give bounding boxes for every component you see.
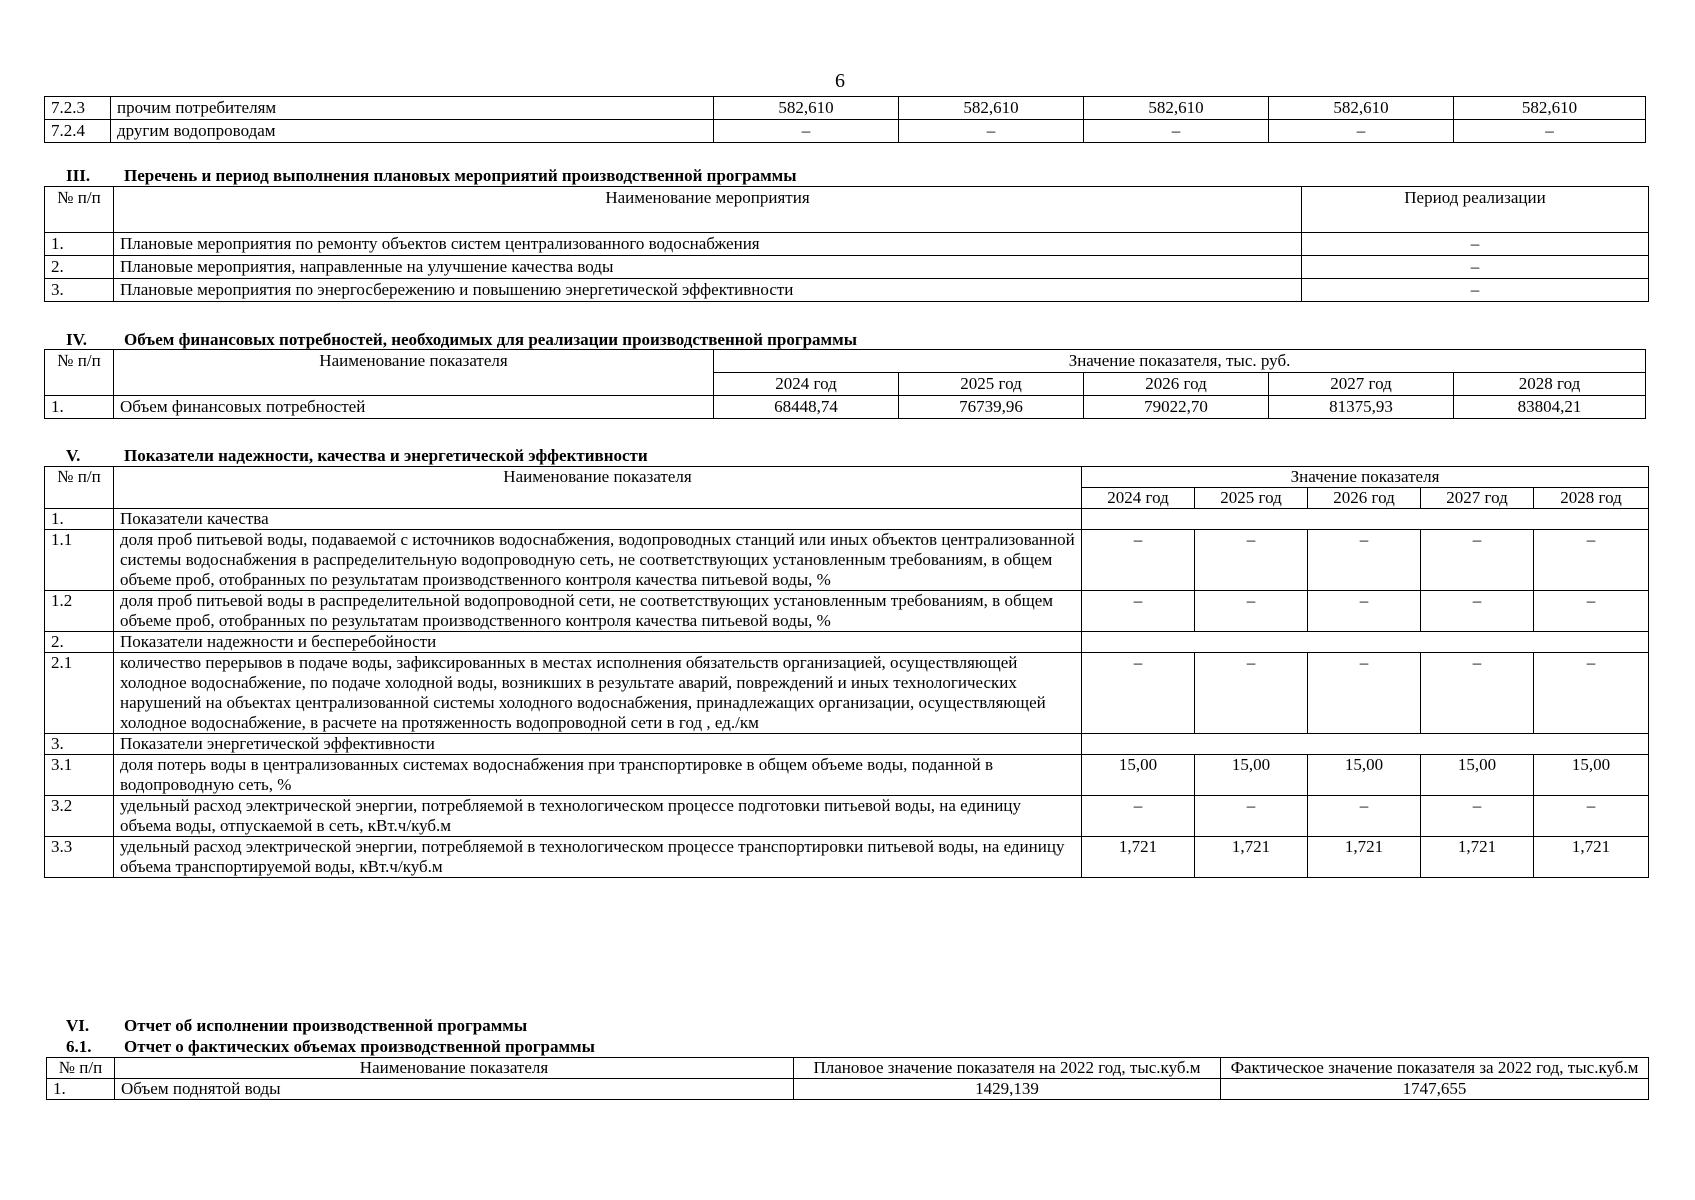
group-row — [45, 734, 1649, 755]
table-row — [45, 837, 1649, 878]
top-table — [44, 96, 1646, 143]
value-cell: 79022,70 — [1084, 396, 1269, 419]
value-cell: – — [1534, 591, 1649, 632]
section-6-1-title: 6.1. Отчет о фактических объемах производственной программы — [66, 1037, 595, 1056]
value-cell: 1,721 — [1195, 837, 1308, 878]
row-num: 1.1 — [45, 530, 114, 591]
header-num: № п/п — [45, 187, 114, 233]
row-num: 1. — [47, 1079, 115, 1100]
row-num: 3. — [45, 734, 114, 755]
row-name: прочим потребителям — [111, 97, 714, 120]
table-row — [45, 755, 1649, 796]
value-cell: – — [1308, 796, 1421, 837]
empty-cell — [1082, 734, 1649, 755]
table-row — [45, 796, 1649, 837]
value-cell: – — [1084, 120, 1269, 143]
row-num: 7.2.3 — [45, 97, 111, 120]
value-cell: – — [1082, 653, 1195, 734]
header-name: Наименование показателя — [114, 467, 1082, 509]
row-num: 1.2 — [45, 591, 114, 632]
section-6-title: VI. Отчет об исполнении производственной программы — [66, 1016, 528, 1035]
row-num: 7.2.4 — [45, 120, 111, 143]
section-6-table — [46, 1057, 1649, 1100]
header-num: № п/п — [45, 350, 114, 396]
value-cell: 83804,21 — [1454, 396, 1646, 419]
value-cell: 76739,96 — [899, 396, 1084, 419]
value-cell: – — [1421, 653, 1534, 734]
row-num: 1. — [45, 233, 114, 256]
table-row — [45, 279, 1649, 302]
group-row — [45, 632, 1649, 653]
row-num: 3.2 — [45, 796, 114, 837]
row-num: 3.1 — [45, 755, 114, 796]
header-value: Значение показателя, тыс. руб. — [714, 350, 1646, 373]
header-num: № п/п — [45, 467, 114, 509]
value-cell: 68448,74 — [714, 396, 899, 419]
row-num: 1. — [45, 509, 114, 530]
row-num: 3. — [45, 279, 114, 302]
value-cell: – — [1308, 591, 1421, 632]
value-cell: 582,610 — [1269, 97, 1454, 120]
value-cell: 582,610 — [1084, 97, 1269, 120]
header-value: Значение показателя — [1082, 467, 1649, 488]
value-cell: 1,721 — [1534, 837, 1649, 878]
value-cell: 1,721 — [1082, 837, 1195, 878]
value-cell: 582,610 — [714, 97, 899, 120]
row-num: 2. — [45, 256, 114, 279]
section-4-title: IV. Объем финансовых потребностей, необходимых для реализации производственной программы — [66, 330, 857, 349]
value-cell: 582,610 — [1454, 97, 1646, 120]
year-header: 2027 год — [1421, 488, 1534, 509]
empty-cell — [1082, 632, 1649, 653]
year-header: 2026 год — [1308, 488, 1421, 509]
row-name: Плановые мероприятия по ремонту объектов систем централизованного водоснабжения — [114, 233, 1302, 256]
row-name: Плановые мероприятия по энергосбережению и повышению энергетической эффективности — [114, 279, 1302, 302]
row-num: 2.1 — [45, 653, 114, 734]
row-name: Плановые мероприятия, направленные на улучшение качества воды — [114, 256, 1302, 279]
value-cell: – — [1421, 591, 1534, 632]
value-cell: – — [1534, 796, 1649, 837]
row-name: Показатели энергетической эффективности — [114, 734, 1082, 755]
header-period: Период реализации — [1302, 187, 1649, 233]
row-name: удельный расход электрической энергии, потребляемой в технологическом процессе транспортировки питьевой воды, на единицу объема транспортируемой воды, кВт.ч/куб.м — [114, 837, 1082, 878]
value-cell: – — [1195, 653, 1308, 734]
row-period: – — [1302, 279, 1649, 302]
value-cell: – — [1308, 530, 1421, 591]
year-header: 2026 год — [1084, 373, 1269, 396]
table-row — [45, 530, 1649, 591]
value-cell: 582,610 — [899, 97, 1084, 120]
value-cell: – — [1421, 796, 1534, 837]
section-4-table — [44, 349, 1646, 419]
value-cell: 15,00 — [1421, 755, 1534, 796]
header-name: Наименование показателя — [115, 1058, 794, 1079]
fact-value: 1747,655 — [1221, 1079, 1649, 1100]
plan-value: 1429,139 — [794, 1079, 1221, 1100]
empty-cell — [1082, 509, 1649, 530]
header-name: Наименование мероприятия — [114, 187, 1302, 233]
year-header: 2028 год — [1534, 488, 1649, 509]
table-row — [45, 653, 1649, 734]
table-row — [45, 591, 1649, 632]
row-name: другим водопроводам — [111, 120, 714, 143]
year-header: 2025 год — [899, 373, 1084, 396]
row-name: Показатели качества — [114, 509, 1082, 530]
row-name: доля проб питьевой воды в распределительной водопроводной сети, не соответствующих установленным требованиям, в общем объеме проб, отобранных по результатам производственного контроля качества питьевой воды, % — [114, 591, 1082, 632]
value-cell: – — [899, 120, 1084, 143]
table-row — [45, 120, 1646, 143]
group-row — [45, 509, 1649, 530]
section-3-title: III. Перечень и период выполнения плановых мероприятий производственной программы — [66, 166, 797, 185]
value-cell: 1,721 — [1421, 837, 1534, 878]
page-number: 6 — [835, 70, 845, 92]
section-5-table — [44, 466, 1649, 878]
value-cell: – — [1308, 653, 1421, 734]
year-header: 2028 год — [1454, 373, 1646, 396]
value-cell: – — [1195, 591, 1308, 632]
row-name: удельный расход электрической энергии, потребляемой в технологическом процессе подготовки питьевой воды, на единицу объема воды, отпускаемой в сеть, кВт.ч/куб.м — [114, 796, 1082, 837]
section-5-title: V. Показатели надежности, качества и энергетической эффективности — [66, 446, 648, 465]
value-cell: 1,721 — [1308, 837, 1421, 878]
table-row — [45, 233, 1649, 256]
value-cell: – — [1421, 530, 1534, 591]
value-cell: 81375,93 — [1269, 396, 1454, 419]
row-name: Показатели надежности и бесперебойности — [114, 632, 1082, 653]
value-cell: – — [1082, 530, 1195, 591]
table-row — [45, 396, 1646, 419]
header-plan: Плановое значение показателя на 2022 год, тыс.куб.м — [794, 1058, 1221, 1079]
value-cell: – — [714, 120, 899, 143]
year-header: 2027 год — [1269, 373, 1454, 396]
header-name: Наименование показателя — [114, 350, 714, 396]
row-name: доля проб питьевой воды, подаваемой с источников водоснабжения, водопроводных станций или иных объектов централизованной системы водоснабжения в распределительную водопроводную сеть, не соответствующих установленным требованиям, в общем объеме проб, отобранных по результатам производственного контроля качества питьевой воды, % — [114, 530, 1082, 591]
row-name: доля потерь воды в централизованных системах водоснабжения при транспортировке в общем объеме воды, поданной в водопроводную сеть, % — [114, 755, 1082, 796]
value-cell: – — [1195, 796, 1308, 837]
table-row — [47, 1079, 1649, 1100]
header-fact: Фактическое значение показателя за 2022 год, тыс.куб.м — [1221, 1058, 1649, 1079]
value-cell: 15,00 — [1082, 755, 1195, 796]
row-name: Объем финансовых потребностей — [114, 396, 714, 419]
row-period: – — [1302, 233, 1649, 256]
year-header: 2024 год — [714, 373, 899, 396]
value-cell: – — [1195, 530, 1308, 591]
value-cell: – — [1534, 530, 1649, 591]
value-cell: – — [1269, 120, 1454, 143]
value-cell: 15,00 — [1534, 755, 1649, 796]
value-cell: – — [1082, 796, 1195, 837]
table-row — [45, 97, 1646, 120]
row-num: 3.3 — [45, 837, 114, 878]
value-cell: – — [1534, 653, 1649, 734]
row-period: – — [1302, 256, 1649, 279]
value-cell: – — [1082, 591, 1195, 632]
table-row — [45, 256, 1649, 279]
value-cell: 15,00 — [1308, 755, 1421, 796]
year-header: 2025 год — [1195, 488, 1308, 509]
section-3-table — [44, 186, 1649, 302]
value-cell: – — [1454, 120, 1646, 143]
value-cell: 15,00 — [1195, 755, 1308, 796]
row-num: 1. — [45, 396, 114, 419]
year-header: 2024 год — [1082, 488, 1195, 509]
row-name: количество перерывов в подаче воды, зафиксированных в местах исполнения обязательств организацией, осуществляющей холодное водоснабжение, по подаче холодной воды, возникших в результате аварий, повреждений и иных технологических нарушений на объектах централизованной системы холодного водоснабжения, принадлежащих организации, осуществляющей холодное водоснабжение, в расчете на протяженность водопроводной сети в год , ед./км — [114, 653, 1082, 734]
row-name: Объем поднятой воды — [115, 1079, 794, 1100]
header-num: № п/п — [47, 1058, 115, 1079]
row-num: 2. — [45, 632, 114, 653]
